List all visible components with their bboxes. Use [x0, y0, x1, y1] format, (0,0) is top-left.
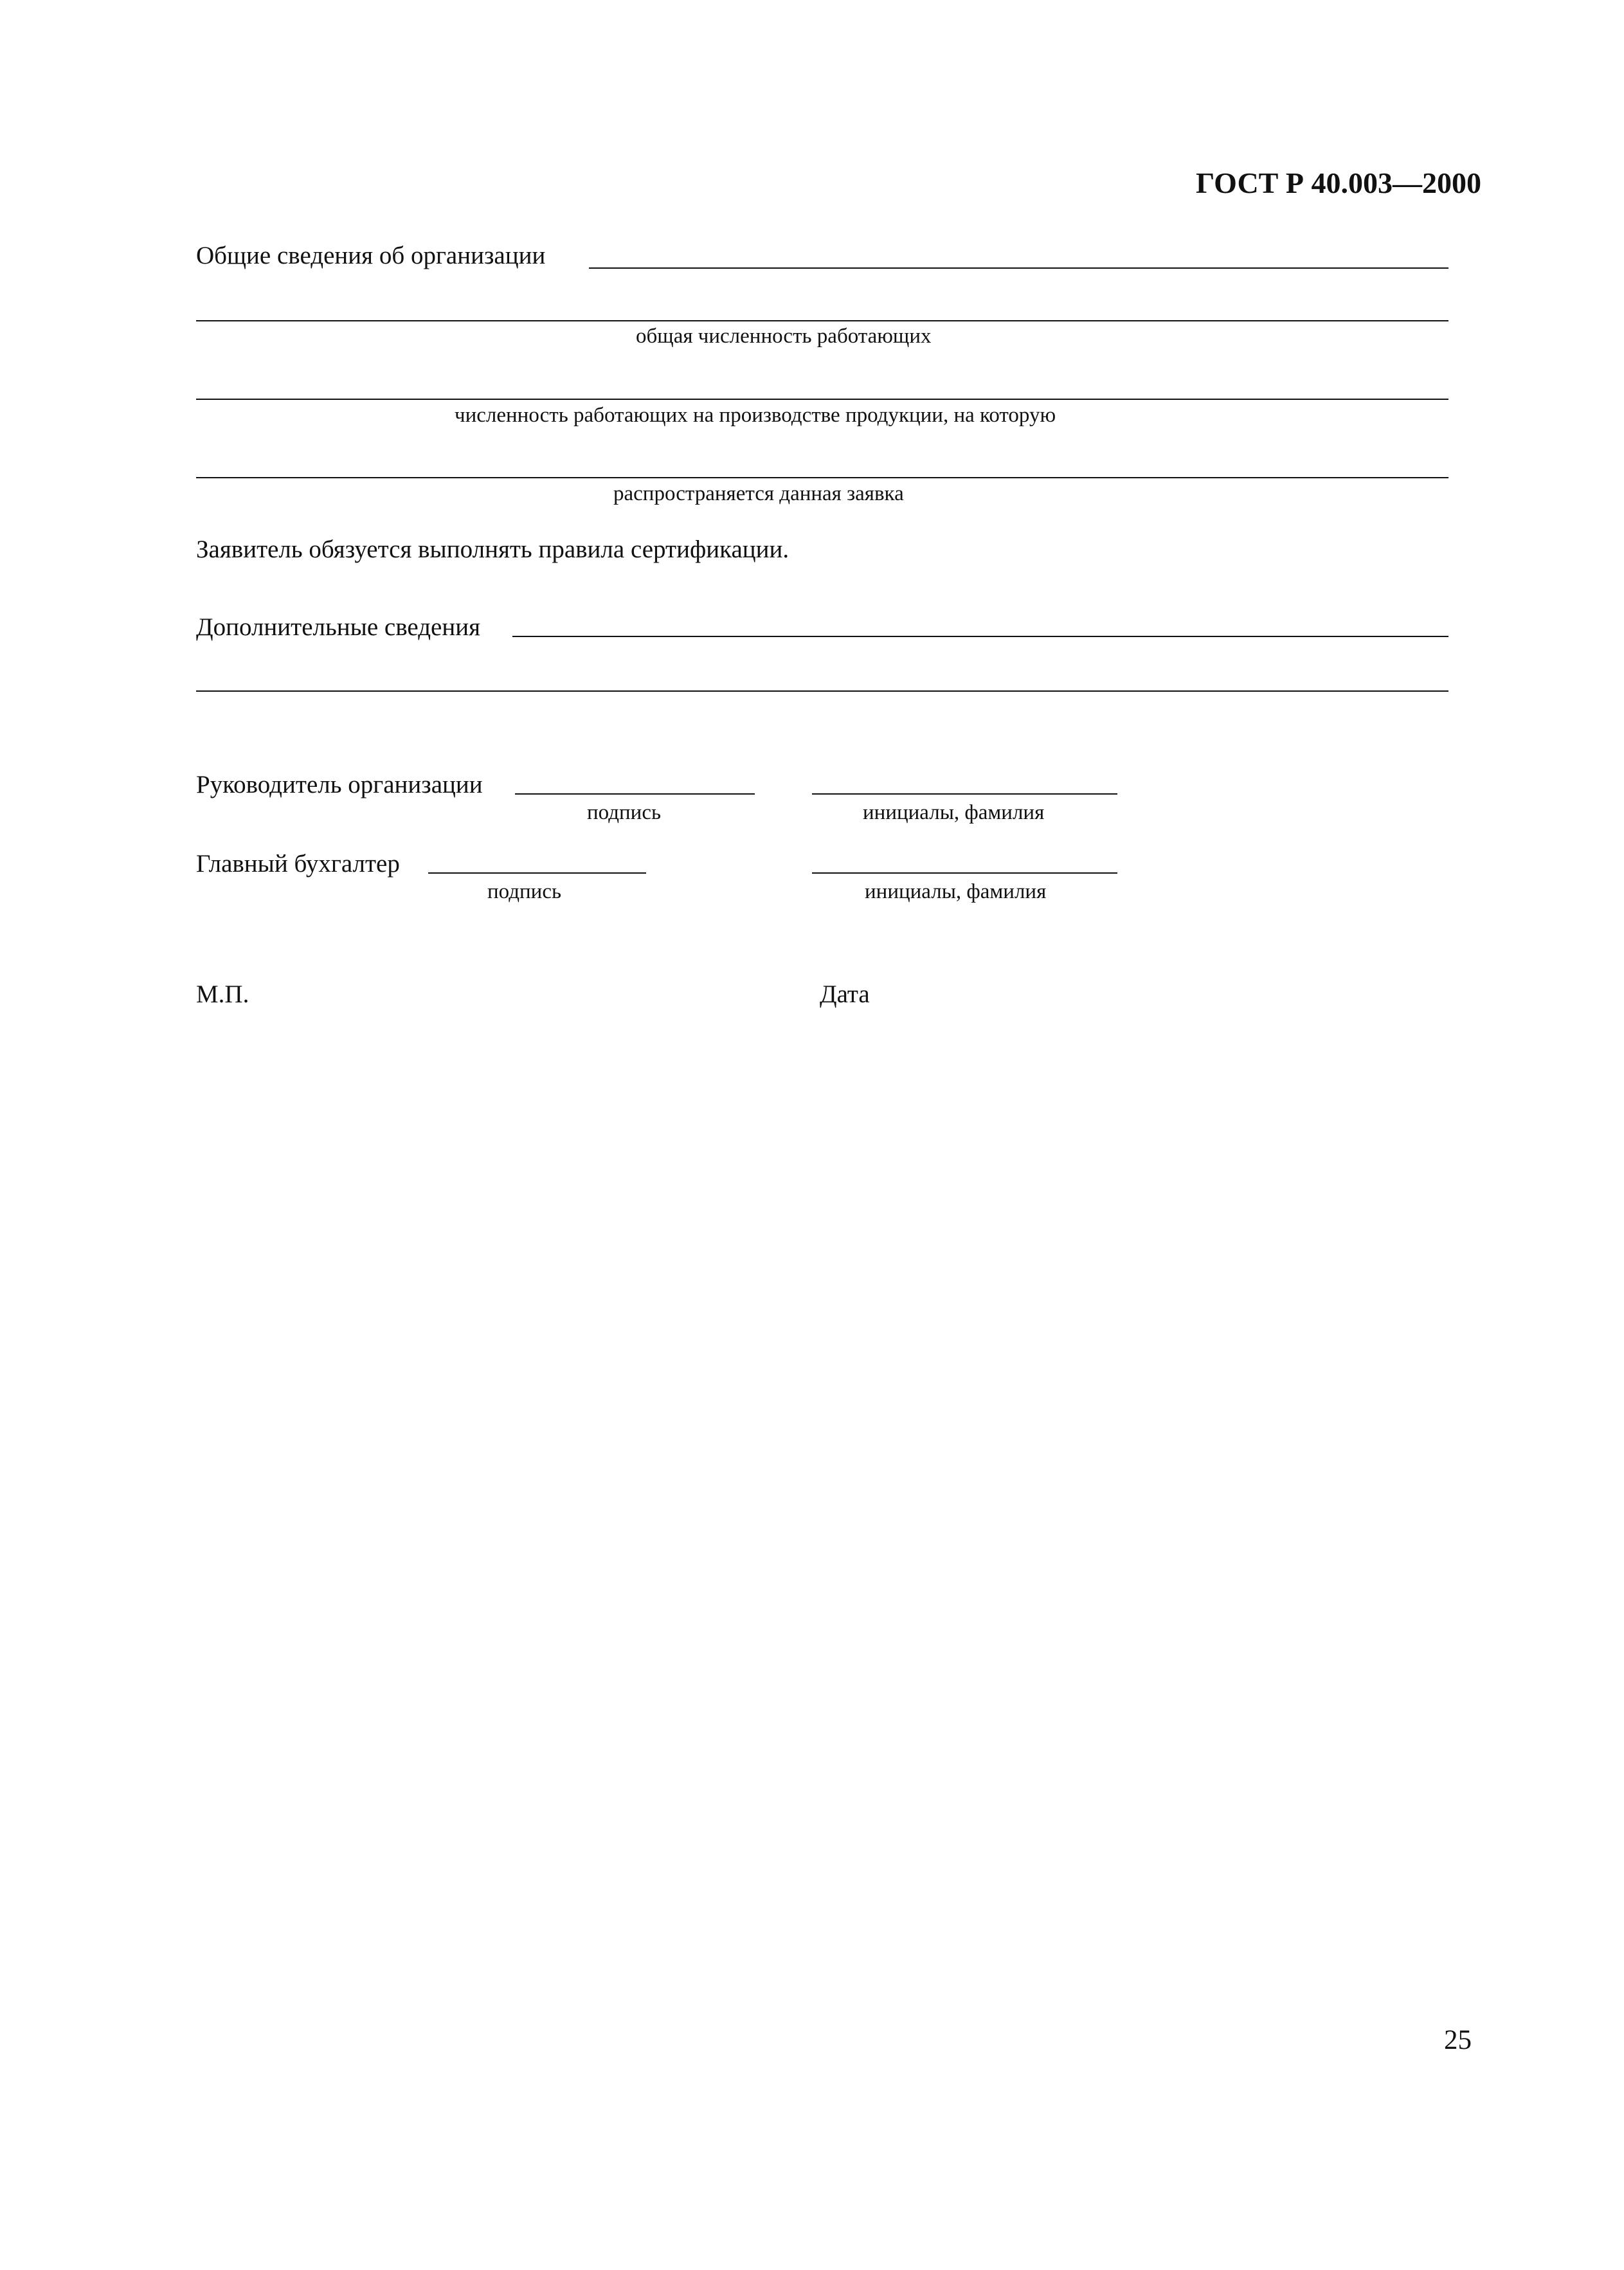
head-label: Руководитель организации — [196, 771, 483, 798]
application-scope-line[interactable] — [196, 477, 1448, 478]
accountant-name-line[interactable] — [812, 872, 1117, 874]
head-name-caption: инициалы, фамилия — [863, 801, 1045, 824]
commitment-text: Заявитель обязуется выполнять правила сертификации. — [196, 536, 789, 563]
production-staff-caption: численность работающих на производстве продукции, на которую — [455, 404, 1056, 427]
org-info-label: Общие сведения об организации — [196, 242, 546, 269]
production-staff-line[interactable] — [196, 399, 1448, 400]
accountant-signature-line[interactable] — [428, 872, 646, 874]
head-signature-line[interactable] — [515, 793, 755, 795]
date-label: Дата — [820, 980, 870, 1008]
application-scope-caption: распространяется данная заявка — [613, 482, 904, 505]
accountant-name-caption: инициалы, фамилия — [865, 880, 1047, 903]
seal-label: М.П. — [196, 980, 249, 1008]
document-id: ГОСТ Р 40.003—2000 — [1196, 167, 1481, 199]
page-number: 25 — [1444, 2025, 1472, 2055]
head-signature-caption: подпись — [587, 801, 662, 824]
total-staff-caption: общая численность работающих — [636, 325, 932, 348]
head-name-line[interactable] — [812, 793, 1117, 795]
accountant-signature-caption: подпись — [487, 880, 562, 903]
additional-info-line-2[interactable] — [196, 690, 1448, 692]
accountant-label: Главный бухгалтер — [196, 850, 400, 878]
org-info-line-1[interactable] — [589, 267, 1448, 269]
additional-info-label: Дополнительные сведения — [196, 613, 481, 641]
additional-info-line-1[interactable] — [512, 636, 1448, 637]
total-staff-line[interactable] — [196, 320, 1448, 321]
